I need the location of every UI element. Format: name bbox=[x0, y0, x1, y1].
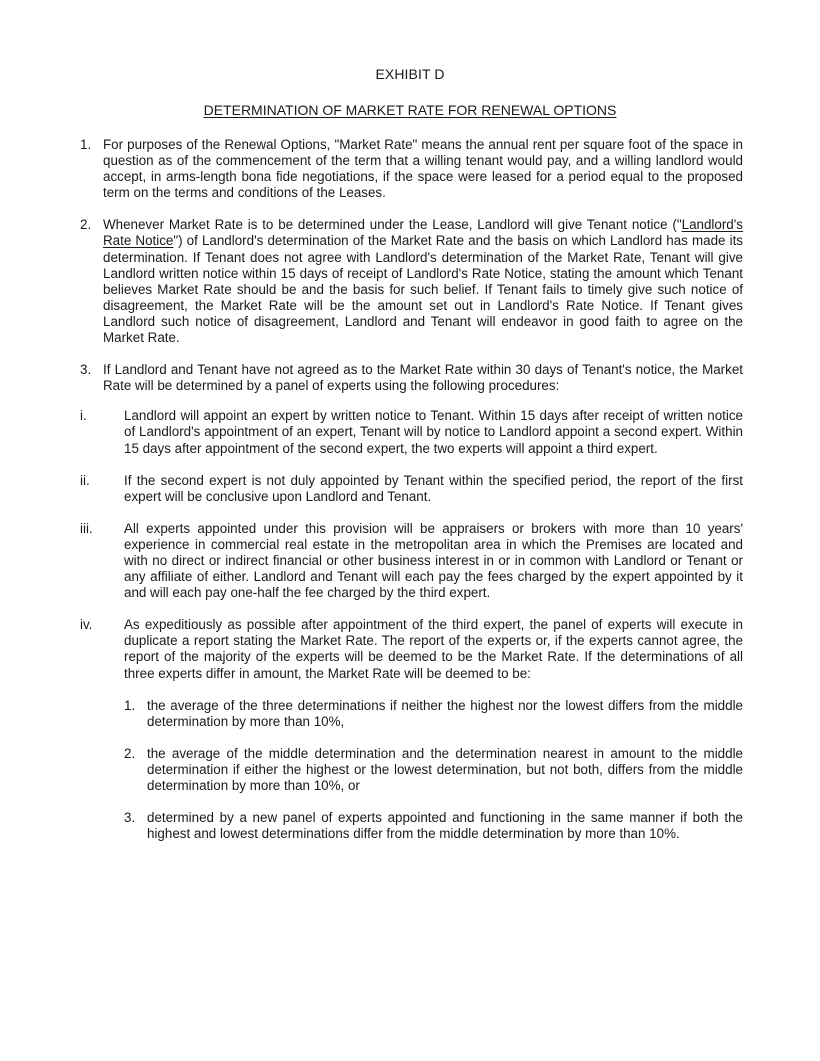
procedure-number: iv. bbox=[80, 617, 93, 633]
procedure-text: All experts appointed under this provision will be appraisers or brokers with more than 10 years' experience in commercial real estate in the metropolitan area in which the Premises are located and with no direct or indirect financial or other business interest in or in common with Landlord or Tenant or any affiliate of either. Landlord and Tenant will each pay the fees charged by the expert appointed by it and will each pay one-half the fee charged by the third expert. bbox=[124, 520, 743, 601]
procedure-ii bbox=[80, 473, 743, 505]
determination-rule-2 bbox=[124, 746, 743, 794]
rule-number: 1. bbox=[124, 697, 136, 713]
procedure-text: As expeditiously as possible after appointment of the third expert, the panel of experts will execute in duplicate a report stating the Market Rate. The report of the experts or, if the experts cannot agree, the report of the majority of the experts will be deemed to be the Market Rate. If the determinations of all three experts differ in amount, the Market Rate will be deemed to be: bbox=[124, 617, 743, 681]
rule-text: determined by a new panel of experts appointed and functioning in the same manner if both the highest and lowest determinations differ from the middle determination by more than 10%. bbox=[147, 810, 743, 842]
document-heading: DETERMINATION OF MARKET RATE FOR RENEWAL OPTIONS bbox=[203, 102, 617, 118]
section-1 bbox=[80, 137, 743, 201]
section-text-before: Whenever Market Rate is to be determined under the Lease, Landlord will give Tenant notice (" bbox=[103, 217, 682, 233]
procedure-i bbox=[80, 408, 743, 456]
rule-text: the average of the three determinations if neither the highest nor the lowest differs from the middle determination by more than 10%, bbox=[147, 697, 743, 729]
document-body bbox=[80, 137, 743, 842]
determination-rule-1 bbox=[124, 698, 743, 730]
procedure-text: If the second expert is not duly appointed by Tenant within the specified period, the report of the first expert will be conclusive upon Landlord and Tenant. bbox=[124, 472, 743, 504]
defined-term-landlords-rate-notice: Landlord's Rate Notice bbox=[103, 217, 743, 249]
section-text: If Landlord and Tenant have not agreed as to the Market Rate within 30 days of Tenant's notice, the Market Rate will be determined by a panel of experts using the following procedures: bbox=[103, 362, 743, 394]
determination-rule-3 bbox=[124, 810, 743, 842]
determination-rules-list bbox=[124, 698, 743, 843]
section-number: 3. bbox=[80, 362, 92, 378]
procedures-list bbox=[80, 408, 743, 842]
section-2 bbox=[80, 217, 743, 346]
procedure-iv bbox=[80, 617, 743, 842]
section-text-after: ") of Landlord's determination of the Market Rate and the basis on which Landlord has made its determination. If Tenant does not agree with Landlord's determination of the Market Rate, Tenant will give Landlord written notice within 15 days of receipt of Landlord's Rate Notice, stating the amount which Tenant believes Market Rate should be and the basis for such belief. If Tenant fails to timely give such notice of disagreement, the Market Rate will be the amount set out in Landlord's Rate Notice. If Tenant gives Landlord such notice of disagreement, Landlord and Tenant will endeavor in good faith to agree on the Market Rate. bbox=[103, 233, 743, 346]
rule-number: 3. bbox=[124, 810, 136, 826]
procedure-text: Landlord will appoint an expert by written notice to Tenant. Within 15 days after receipt of written notice of Landlord's appointment of an expert, Tenant will by notice to Landlord appoint a second expert. Within 15 days after appointment of the second expert, the two experts will appoint a third expert. bbox=[124, 408, 743, 456]
section-number: 2. bbox=[80, 217, 92, 233]
procedure-number: i. bbox=[80, 408, 87, 424]
rule-text: the average of the middle determination and the determination nearest in amount to the middle determination if either the highest or the lowest determination, but not both, differs from the middle determination by more than 10%, or bbox=[147, 745, 743, 793]
procedure-number: iii. bbox=[80, 520, 93, 536]
exhibit-title: EXHIBIT D bbox=[375, 66, 445, 82]
section-number: 1. bbox=[80, 137, 92, 152]
procedure-iii bbox=[80, 521, 743, 601]
rule-number: 2. bbox=[124, 745, 136, 761]
section-3 bbox=[80, 362, 743, 842]
section-text: For purposes of the Renewal Options, "Market Rate" means the annual rent per square foot of the space in question as of the commencement of the term that a willing tenant would pay, and a willing landlord would accept, in arms-length bona fide negotiations, if the space were leased for a period equal to the proposed term on the terms and conditions of the Leases. bbox=[103, 137, 743, 201]
procedure-number: ii. bbox=[80, 472, 90, 488]
